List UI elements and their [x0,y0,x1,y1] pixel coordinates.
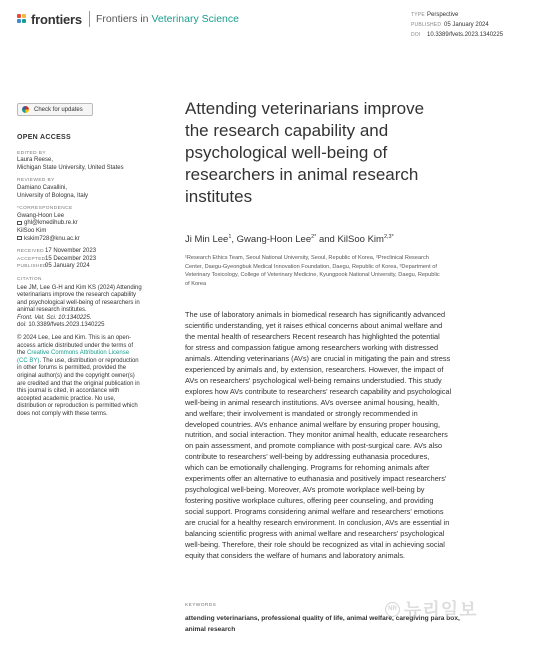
watermark-logo-icon: NR [385,602,400,617]
abstract-line: are crucial for a healthy research environment. In conclusion, AVs are essential in [185,518,450,528]
news-watermark [385,596,478,622]
correspondent-name: KilSoo Kim [17,227,47,234]
correspondence-label: *CORRESPONDENCE [17,206,73,212]
abstract [185,310,521,562]
citation-text: Lee JM, Lee G-H and Kim KS (2024) Attending veterinarians improve the research capability and psychological well-being of researchers in animal research institutes. Front. Vet. Sci. 10:1340225. doi: 10.3389/fvets.2023.1340225 [17,284,142,329]
keywords-label: KEYWORDS [185,603,217,608]
meta-type: TYPE Perspective [411,12,459,18]
abstract-line: experiments offer an alternative to euthanasia and positively impact researchers' [185,474,447,484]
correspondent-email[interactable]: ghl@kmedihub.re.kr [17,220,175,228]
accepted-date: 15 December 2023 [45,255,97,262]
abstract-line: well-being. Therefore, their role should be recognized as vital in achieving social [185,540,445,550]
reviewer-affiliation: University of Bologna, Italy [17,192,89,199]
received-date: 17 November 2023 [45,248,97,255]
abstract-line: balancing scientific progress with animal welfare and researchers' psychological [185,529,445,539]
accepted-label: ACCEPTED [17,256,46,262]
abstract-line: psychological well-being. Moreover, AVs promote workplace well-being by [185,485,425,495]
abstract-line: well-being in animal research institutions. AVs oversee animal housing, health, [185,397,440,407]
watermark-text: 뉴리일보 [404,600,478,620]
copyright-text: © 2024 Lee, Lee and Kim. This is an open- access article distributed under the terms of the Creative Commons Attribution License (CC BY). The use, distribution or reproduction in other forums is permitted, provided the original author(s) and the copyright owner(s) are credited and that the original publication in this journal is cited, in accordance with accepted academic practice. No use, distribution or reproduction is permitted which does not comply with these terms. [17,335,140,417]
frontiers-logo[interactable] [17,12,82,27]
author-name[interactable]: KilSoo Kim [337,234,384,246]
article-meta [411,10,503,40]
abstract-line: scientific understanding, yet it raises ethical concerns about animal welfare and [185,320,443,330]
article-sidebar [17,134,175,419]
received-label: RECEIVED [17,249,44,255]
published-date: 05 January 2024 [45,263,90,270]
header-divider [89,11,90,27]
author-name[interactable]: Ji Min Lee [185,234,229,246]
abstract-line: which can be emotionally challenging. Programs for rehoming animals after [185,463,430,473]
abstract-line: the mental health of researchers Recent research has highlighted the potential [185,331,440,341]
abstract-line: nutrition, and social interaction. They monitor animal health, educate researchers [185,430,448,440]
envelope-icon [17,236,22,240]
published-label: PUBLISHED [17,264,47,270]
abstract-line: explores how AVs contribute to researchers' research capability and psychological [185,386,452,396]
cc-license-link[interactable]: Creative Commons Attribution License [27,350,130,357]
abstract-line: developed countries. AVs enhance animal welfare by ensuring proper housing, [185,419,441,429]
abstract-line: AVs on researchers' psychological well-being remains understudied. This study [185,375,442,385]
history-dates [17,248,175,271]
abstract-line: on pain assessment, and promote compliance with post-surgical care. AVs also [185,441,443,451]
abstract-line: social support. Programs considering animal welfare and researchers' emotions [185,507,444,517]
abstract-line: experienced by animals and, by extension, researchers. However, the impact of [185,364,444,374]
crossmark-icon [22,106,29,113]
author-name[interactable]: Gwang-Hoon Lee [236,234,312,246]
abstract-line: contribute to researchers' well-being by addressing euthanasia procedures, [185,452,430,462]
abstract-line: fostering positive workplace cultures, offering peer counseling, and providing [185,496,434,506]
page-header [0,0,537,42]
article-title: Attending veterinarians improve the research capability and psychological well-being of researchers in animal research institutes [185,99,425,206]
citation-label: CITATION [17,276,42,282]
reviewer-name: Damiano Cavallini, [17,184,68,191]
abstract-line: and welfare; their involvement is mandated or strongly recommended in [185,408,418,418]
abstract-line: for stress and compassion fatigue among researchers working with distressed [185,342,439,352]
open-access-label: OPEN ACCESS [17,134,71,141]
editor-affiliation: Michigan State University, United States [17,164,124,171]
author-list: Ji Min Lee$^1$, Gwang-Hoon Lee$^{2*}$ and KilSoo Kim$^{2,3*}$ [185,234,394,246]
meta-published: PUBLISHED 05 January 2024 [411,22,489,28]
correspondent-email[interactable]: kskim728@knu.ac.kr [17,236,175,244]
editor-name: Laura Reese, [17,157,54,164]
abstract-line: animals. Attending veterinarians (AVs) are crucial in mitigating the pain and stress [185,353,451,363]
correspondent-name: Gwang-Hoon Lee [17,212,65,219]
meta-doi[interactable]: DOI 10.3389/fvets.2023.1340225 [411,32,504,38]
journal-name[interactable]: Frontiers in Veterinary Science [96,13,239,25]
envelope-icon [17,221,22,225]
author-affiliations: ¹Research Ethics Team, Seoul National University, Seoul, Republic of Korea, ²Preclinical Research Center, Daegu-Gyeongbuk Medical Innovation Foundation, Daegu, Republic of Korea, ³Department of Veterinary Toxicology, College of Veterinary Medicine, Kyungpook National University, Daegu, Republic of Korea [185,255,440,287]
abstract-line: The use of laboratory animals in biomedical research has significantly advanced [185,310,446,319]
frontiers-logo-icon [17,14,28,25]
edited-by-label: EDITED BY [17,150,46,156]
reviewed-by-label: REVIEWED BY [17,178,55,184]
check-for-updates-button[interactable]: Check for updates [17,103,93,116]
brand-name: frontiers [31,12,82,27]
cc-by-link[interactable]: (CC BY) [17,357,40,364]
keywords: attending veterinarians, professional quality of life, animal welfare, caregiving para box, animal research [185,615,460,633]
abstract-line: equity that considers the welfare of humans and laboratory animals. [185,550,406,560]
